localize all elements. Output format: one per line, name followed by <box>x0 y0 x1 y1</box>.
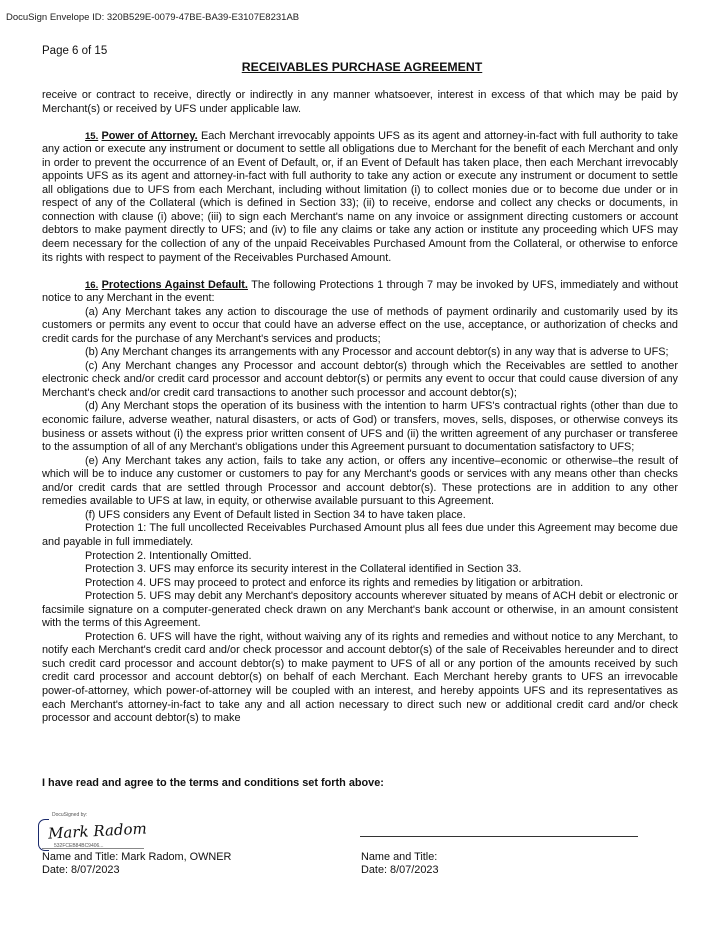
protection-3: Protection 3. UFS may enforce its security interest in the Collateral identified in Section 33. <box>85 563 522 576</box>
agreement-body <box>42 89 678 726</box>
signature-block <box>38 812 148 849</box>
section-15-paragraph <box>42 130 678 265</box>
envelope-id: DocuSign Envelope ID: 320B529E-0079-47BE-BA39-E3107E8231AB <box>6 12 300 23</box>
section-16-number: 16. <box>85 279 99 291</box>
left-date: Date: 8/07/2023 <box>42 864 120 876</box>
page-number: Page 6 of 15 <box>42 45 108 57</box>
protection-5: Protection 5. UFS may debit any Merchant's depository accounts wherever situated by means of ACH debit or electronic or facsimile signature on a computer-generated check drawn on any Merchant's bank account or otherwise, in an amount consistent with the terms of this Agreement. <box>42 590 678 630</box>
clause-c: (c) Any Merchant changes any Processor and account debtor(s) through which the Receivables are settled to another electronic check and/or credit card processor and account debtor(s) or permits any event to occur that could cause diversion of any Merchant's check and/or credit card transactions to another such processor and account debtor(s); <box>42 359 678 399</box>
continuation-paragraph: receive or contract to receive, directly or indirectly in any manner whatsoever, interest in excess of that which may be paid by Merchant(s) or received by UFS under applicable law. <box>42 89 678 115</box>
protection-4: Protection 4. UFS may proceed to protect and enforce its rights and remedies by litigation or arbitration. <box>85 576 584 589</box>
right-signature-line <box>360 836 638 837</box>
docusigned-label: DocuSigned by: <box>52 812 88 818</box>
section-15-heading: Power of Attorney. <box>101 129 198 142</box>
clause-f: (f) UFS considers any Event of Default listed in Section 34 to have taken place. <box>85 508 466 521</box>
protection-1: Protection 1: The full uncollected Receivables Purchased Amount plus all fees due under this Agreement may become due and payable in full immediately. <box>42 522 678 548</box>
left-name-title: Name and Title: Mark Radom, OWNER <box>42 851 232 863</box>
section-16-heading: Protections Against Default. <box>101 278 248 291</box>
protection-6: Protection 6. UFS will have the right, without waiving any of its rights and remedies and without notice to any Merchant, to notify each Merchant's credit card and/or check processor and account debtor(s) of the sale of Receivables hereunder and to direct such credit card processor and account debtor(s) to make payment to UFS of all or any portion of the amounts received by such credit card processor and account debtor(s) on behalf of each Merchant. Each Merchant hereby grants to UFS an irrevocable power-of-attorney, which power-of-attorney will be coupled with an interest, and hereby appoints UFS and its representatives as each Merchant's attorney-in-fact to take any and all action necessary to direct such new or additional credit card and/or check processor and account debtor(s) to make <box>42 630 678 725</box>
section-16-paragraph <box>42 279 678 306</box>
section-15-text: Each Merchant irrevocably appoints UFS as its agent and attorney-in-fact with full authority to take any action or execute any instrument or document to settle all obligations due to Merchant for the benefit of each Merchant and only in order to prevent the occurrence of an Event of Default, or, if an Event of Default has taken place, then each Merchant irrevocably appoints UFS as its agent and attorney-in-fact with full authority to take any action or execute any instrument or document to settle all obligations due to UFS from each Merchant, including without limitation (i) to collect monies due or to become due under or in respect of any of the Collateral (which is defined in Section 33); (ii) to receive, endorse and collect any checks or documents, in connection with clause (i) above; (iii) to sign each Merchant's name on any invoice or assignment directing customers or account debtors to make payment directly to UFS; and (iv) to file any claims or take any action or institute any proceeding which UFS may deem necessary for the collection of any of the unpaid Receivables Purchased Amount from the Collateral, or otherwise to enforce its rights with respect to payment of the Receivables Purchased Amount. <box>42 129 678 264</box>
document-title-text: RECEIVABLES PURCHASE AGREEMENT <box>241 60 483 74</box>
clause-a: (a) Any Merchant takes any action to discourage the use of methods of payment ordinarily and customarily used by its customers or permits any event to occur that could have an adverse effect on the use, acceptance, or authorization of checks and credit cards for the purchase of any Merchant's services and products; <box>42 305 678 345</box>
signature-id: 532FCEB84BC9406... <box>54 843 104 849</box>
right-name-title: Name and Title: <box>361 851 438 863</box>
clause-b: (b) Any Merchant changes its arrangements with any Processor and account debtor(s) in any way that is adverse to UFS; <box>85 346 669 359</box>
protection-2: Protection 2. Intentionally Omitted. <box>85 549 252 562</box>
left-signature-line <box>42 848 144 849</box>
right-date: Date: 8/07/2023 <box>361 864 439 876</box>
clause-d: (d) Any Merchant stops the operation of its business with the intention to harm UFS's contractual rights (other than due to economic failure, adverse weather, natural disasters, or acts of God) or transfers, moves, sells, disposes, or otherwise conveys its business or assets without (i) the express prior written consent of UFS and (ii) the written agreement of any purchaser or transferee to the assumption of all of any Merchant's obligations under this Agreement pursuant to documentation satisfactory to UFS; <box>42 400 678 454</box>
section-16-text: The following Protections 1 through 7 may be invoked by UFS, immediately and without notice to any Merchant in the event: <box>42 278 678 305</box>
section-15-number: 15. <box>85 130 99 142</box>
clause-e: (e) Any Merchant takes any action, fails to take any action, or offers any incentive–economic or otherwise–the result of which will be to induce any customer or customers to pay for any Merchant's goods or services with any means other than checks and/or credit cards that are settled through Processor and account debtor(s). These protections are in addition to any other remedies available to UFS at law, in equity, or otherwise available pursuant to this Agreement. <box>42 454 678 508</box>
document-title <box>0 60 720 74</box>
agreement-statement: I have read and agree to the terms and conditions set forth above: <box>42 777 384 789</box>
handwritten-signature: Mark Radom <box>47 819 148 843</box>
